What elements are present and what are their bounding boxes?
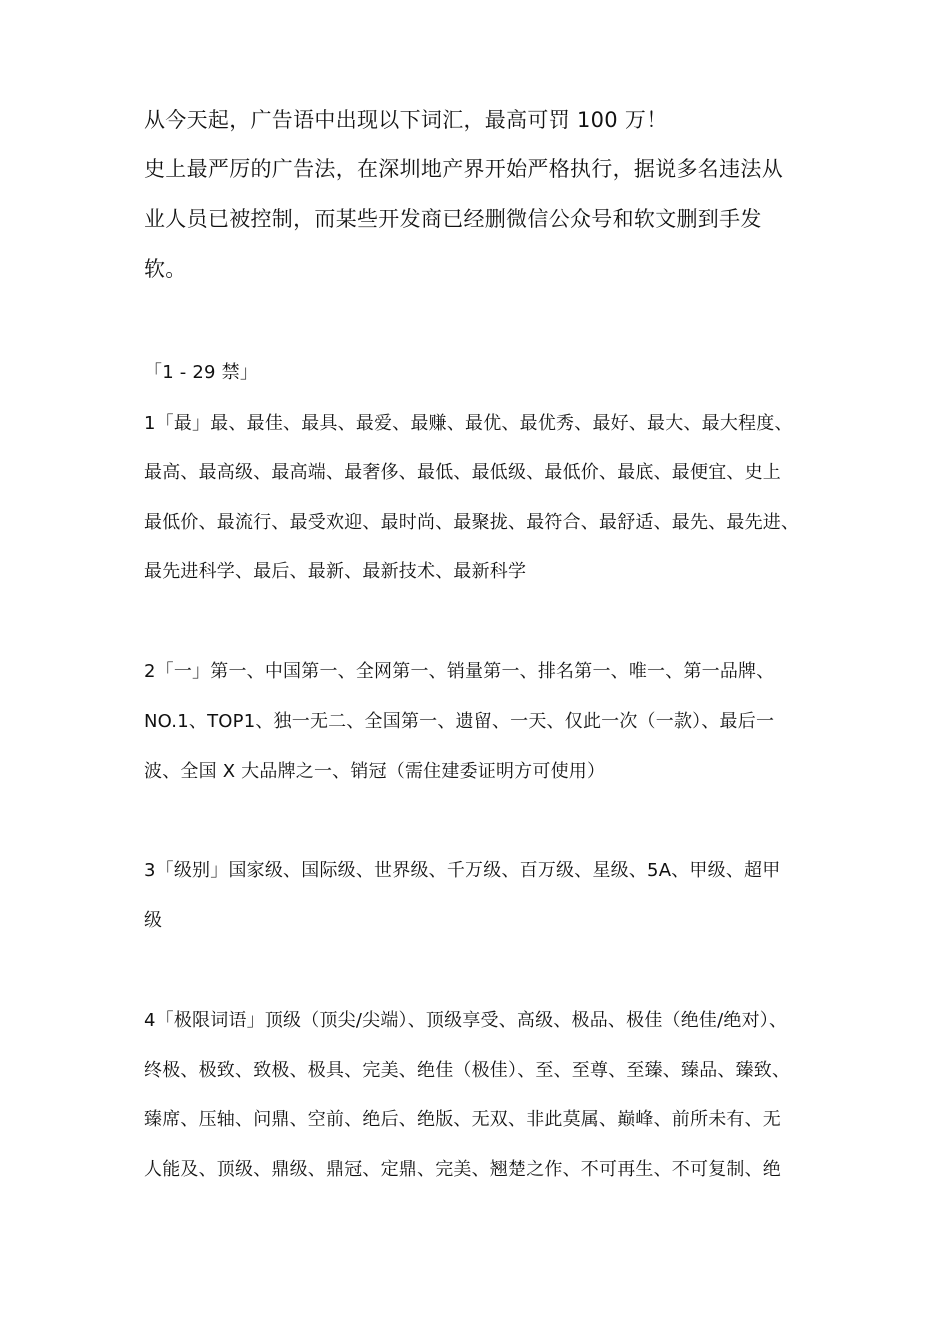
section-3-line: 级 — [144, 910, 163, 931]
section-4-line: 4「极限词语」顶级（顶尖/尖端）、顶级享受、高级、极品、极佳（绝佳/绝对）、 — [144, 1010, 788, 1031]
section-1-line: 1「最」最、最佳、最具、最爱、最赚、最优、最优秀、最好、最大、最大程度、 — [144, 413, 793, 434]
section-2-line: NO.1、TOP1、独一无二、全国第一、遗留、一天、仅此一次（一款）、最后一 — [144, 711, 775, 732]
section-4-line: 臻席、压轴、问鼎、空前、绝后、绝版、无双、非此莫属、巅峰、前所未有、无 — [144, 1109, 781, 1130]
range-label: 「1 - 29 禁」 — [144, 362, 259, 383]
section-1-line: 最低价、最流行、最受欢迎、最时尚、最聚拢、最符合、最舒适、最先、最先进、 — [144, 512, 800, 533]
section-4-line: 人能及、顶级、鼎级、鼎冠、定鼎、完美、翘楚之作、不可再生、不可复制、绝 — [144, 1159, 781, 1180]
intro-paragraph-line: 史上最严厉的广告法，在深圳地产界开始严格执行，据说多名违法从 — [144, 157, 783, 181]
section-1-line: 最先进科学、最后、最新、最新技术、最新科学 — [144, 561, 527, 582]
section-3-line: 3「级别」国家级、国际级、世界级、千万级、百万级、星级、5A、甲级、超甲 — [144, 860, 781, 881]
section-1-line: 最高、最高级、最高端、最奢侈、最低、最低级、最低价、最底、最便宜、史上 — [144, 462, 781, 483]
section-2-line: 2「一」第一、中国第一、全网第一、销量第一、排名第一、唯一、第一品牌、 — [144, 661, 775, 682]
intro-paragraph-line: 软。 — [144, 257, 187, 281]
intro-paragraph-line: 业人员已被控制，而某些开发商已经删微信公众号和软文删到手发 — [144, 207, 762, 231]
intro-title: 从今天起，广告语中出现以下词汇，最高可罚 100 万！ — [144, 108, 668, 132]
section-2-line: 波、全国 X 大品牌之一、销冠（需住建委证明方可使用） — [144, 761, 606, 782]
section-4-line: 终极、极致、致极、极具、完美、绝佳（极佳）、至、至尊、至臻、臻品、臻致、 — [144, 1060, 791, 1081]
